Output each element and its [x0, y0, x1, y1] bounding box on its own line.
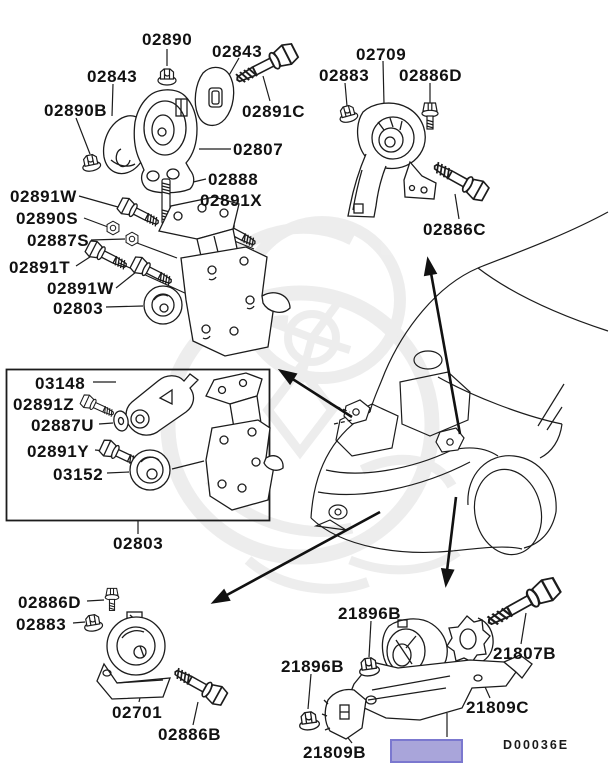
part-label-02883-b[interactable]: 02883: [16, 615, 67, 634]
selected-part-highlight[interactable]: [390, 739, 463, 763]
part-label-02709[interactable]: 02709: [356, 45, 407, 64]
part-label-02701[interactable]: 02701: [112, 703, 163, 722]
part-label-02803-b[interactable]: 02803: [113, 534, 164, 553]
part-label-02843-r[interactable]: 02843: [212, 42, 263, 61]
part-label-02887U[interactable]: 02887U: [31, 416, 95, 435]
part-label-03148[interactable]: 03148: [35, 374, 86, 393]
part-label-02886D-b[interactable]: 02886D: [18, 593, 82, 612]
drawing-code: D00036E: [503, 738, 570, 752]
part-label-02803-u[interactable]: 02803: [53, 299, 104, 318]
part-label-02891Y[interactable]: 02891Y: [27, 442, 90, 461]
part-label-21807B[interactable]: 21807B: [493, 644, 557, 663]
part-label-21896B-a[interactable]: 21896B: [338, 604, 402, 623]
part-label-03152[interactable]: 03152: [53, 465, 104, 484]
part-label-02890S[interactable]: 02890S: [16, 209, 79, 228]
part-label-02843-l[interactable]: 02843: [87, 67, 138, 86]
part-label-02891C[interactable]: 02891C: [242, 102, 306, 121]
part-label-02891X[interactable]: 02891X: [200, 191, 263, 210]
part-group-02803-upper: [84, 196, 290, 356]
part-label-21809C[interactable]: 21809C: [466, 698, 530, 717]
part-label-02883-t[interactable]: 02883: [319, 66, 370, 85]
part-label-02891Z[interactable]: 02891Z: [13, 395, 75, 414]
part-label-02886C[interactable]: 02886C: [423, 220, 487, 239]
part-label-02886D-t[interactable]: 02886D: [399, 66, 463, 85]
part-label-02890[interactable]: 02890: [142, 30, 193, 49]
part-label-02891T[interactable]: 02891T: [9, 258, 71, 277]
car-front-sketch: [311, 212, 608, 561]
part-label-21896B-b[interactable]: 21896B: [281, 657, 345, 676]
part-label-21809B[interactable]: 21809B: [303, 743, 367, 762]
part-label-02886B[interactable]: 02886B: [158, 725, 222, 744]
part-label-02891W-b[interactable]: 02891W: [47, 279, 114, 298]
part-group-02709: [337, 103, 490, 217]
part-group-02701: [83, 588, 229, 707]
part-label-02888[interactable]: 02888: [208, 170, 259, 189]
part-label-02890B[interactable]: 02890B: [44, 101, 108, 120]
part-label-02891W-a[interactable]: 02891W: [10, 187, 77, 206]
part-label-02887S[interactable]: 02887S: [27, 231, 90, 250]
part-label-02807[interactable]: 02807: [233, 140, 284, 159]
